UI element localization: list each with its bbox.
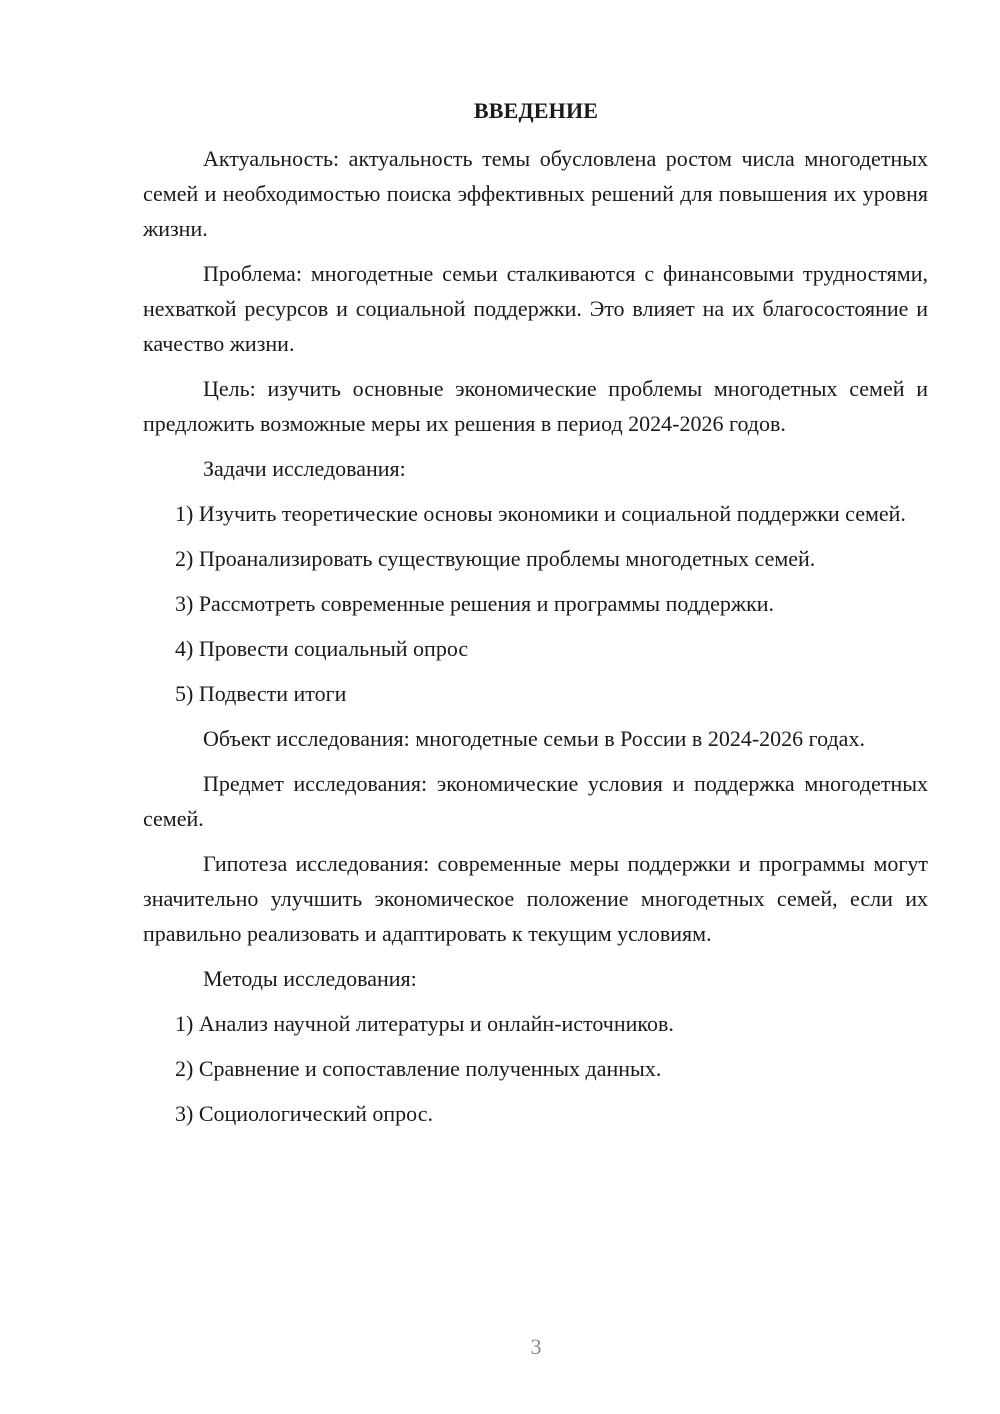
method-item-3: 3) Социологический опрос. bbox=[175, 1101, 433, 1126]
relevance-paragraph: Актуальность: актуальность темы обусловлена ростом числа многодетных семей и необходимостью поиска эффективных решений для повышения их уровня жизни. bbox=[143, 146, 928, 241]
page-number: 3 bbox=[530, 1334, 542, 1359]
task-item-2: 2) Проанализировать существующие проблемы многодетных семей. bbox=[175, 546, 816, 571]
task-item-5: 5) Подвести итоги bbox=[175, 681, 347, 706]
page-title: ВВЕДЕНИЕ bbox=[473, 98, 599, 123]
method-item-1: 1) Анализ научной литературы и онлайн-источников. bbox=[175, 1011, 674, 1036]
methods-heading: Методы исследования: bbox=[203, 966, 417, 991]
document-body bbox=[143, 141, 928, 1141]
goal-paragraph: Цель: изучить основные экономические проблемы многодетных семей и предложить возможные меры их решения в период 2024-2026 годов. bbox=[143, 376, 928, 436]
task-item-1: 1) Изучить теоретические основы экономики и социальной поддержки семей. bbox=[175, 501, 906, 526]
task-item-4: 4) Провести социальный опрос bbox=[175, 636, 469, 661]
object-paragraph: Объект исследования: многодетные семьи в России в 2024-2026 годах. bbox=[203, 726, 865, 751]
subject-paragraph: Предмет исследования: экономические условия и поддержка многодетных семей. bbox=[143, 771, 928, 831]
tasks-heading: Задачи исследования: bbox=[203, 456, 406, 481]
task-item-3: 3) Рассмотреть современные решения и программы поддержки. bbox=[175, 591, 775, 616]
method-item-2: 2) Сравнение и сопоставление полученных данных. bbox=[175, 1056, 662, 1081]
hypothesis-paragraph: Гипотеза исследования: современные меры поддержки и программы могут значительно улучшить экономическое положение многодетных семей, если их правильно реализовать и адаптировать к текущим условиям. bbox=[143, 851, 928, 946]
problem-paragraph: Проблема: многодетные семьи сталкиваются с финансовыми трудностями, нехваткой ресурсов и социальной поддержки. Это влияет на их благосостояние и качество жизни. bbox=[143, 261, 928, 356]
